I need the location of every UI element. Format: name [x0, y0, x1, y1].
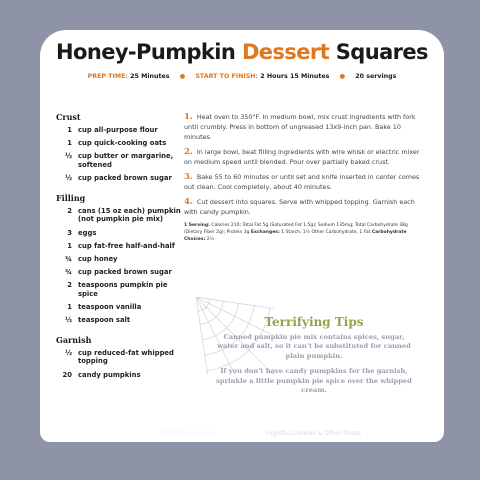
ingredient-text: cup all-purpose flour [78, 126, 158, 134]
ingredient-qty: ½ [64, 152, 72, 161]
direction-step [184, 147, 424, 167]
footer-separator: ● [220, 430, 226, 437]
ingredient-row [56, 255, 181, 264]
step-number: 1. [184, 112, 193, 122]
ingredient-row [56, 207, 181, 224]
filling-list [56, 207, 181, 325]
step-text: Bake 55 to 60 minutes or until set and knife inserted in center comes out clean. Cool completely, about 40 minutes. [184, 173, 420, 191]
ingredient-text: cup quick-cooking oats [78, 139, 167, 148]
recipe-title [40, 40, 444, 64]
ingredient-text: teaspoon vanilla [78, 303, 142, 312]
ingredient-text: eggs [78, 228, 97, 237]
ingredient-qty: ¾ [64, 268, 72, 277]
tips-box [216, 315, 412, 401]
nutrition-exchanges-label: Exchanges: [250, 230, 280, 235]
ingredient-qty: ½ [64, 316, 72, 325]
footer-brand: BettyCrocker.com [160, 430, 215, 437]
nutrition-choices-text: 2½ [206, 237, 215, 242]
ingredient-text: cup reduced-fat whipped topping [78, 348, 174, 366]
step-text: Cut dessert into squares. Serve with whipped topping. Garnish each with candy pumpkin. [184, 198, 415, 216]
ingredient-text: cup packed brown sugar [78, 174, 172, 183]
direction-step [184, 172, 424, 192]
ingredient-qty: 2 [67, 206, 72, 215]
meta-separator: ● [339, 73, 346, 80]
title-accent: Dessert [241, 40, 330, 64]
ingredient-qty: 1 [67, 303, 72, 312]
ingredient-qty: 1 [67, 126, 72, 134]
ingredient-text: cup fat-free half-and-half [78, 241, 175, 250]
ingredient-text: cup packed brown sugar [78, 268, 172, 277]
ingredient-text: cans (15 oz each) pumpkin (not pumpkin pie mix) [78, 206, 181, 224]
direction-step [184, 197, 424, 217]
nutrition-serving-text: Calories 210; Total Fat 5g (Saturated Fat 1.5g); Sodium 135mg; Total Carbohydrate 38g (Dietary Fiber 2g); Protein 3g [184, 223, 408, 235]
ingredient-qty: ½ [64, 348, 72, 357]
step-text: Heat oven to 350°F. In medium bowl, mix crust ingredients with fork until crumbly. Press in bottom of ungreased 13x9-inch pan. Bake 10 minutes. [184, 113, 416, 141]
ingredient-row [56, 349, 181, 366]
ingredient-row [56, 281, 181, 298]
ingredient-text: cup honey [78, 254, 118, 263]
prep-label: PREP TIME: [87, 73, 128, 80]
title-part2: Squares [329, 40, 428, 64]
garnish-list [56, 349, 181, 379]
ingredient-row [56, 371, 181, 380]
ingredients-column [56, 112, 181, 384]
ingredient-row [56, 229, 181, 238]
step-number: 4. [184, 197, 193, 207]
finish-label: START TO FINISH: [195, 73, 259, 80]
nutrition-info [184, 222, 424, 243]
footer-separator: ● [254, 430, 260, 437]
ingredient-text: cup butter or margarine, softened [78, 152, 174, 169]
tips-heading: Terrifying Tips [264, 315, 364, 329]
ingredient-row [56, 139, 181, 148]
nutrition-choices-label: Carbohydrate Choices: [184, 230, 407, 242]
ingredient-row [56, 242, 181, 251]
ingredient-row [56, 174, 181, 183]
nutrition-exchanges-text: 1 Starch, 1½ Other Carbohydrate, 1 Fat [281, 230, 371, 235]
ingredient-qty: 2 [67, 281, 72, 290]
ingredient-row [56, 126, 181, 135]
ingredient-text: teaspoons pumpkin pie spice [78, 281, 168, 298]
title-part1: Honey-Pumpkin [56, 40, 242, 64]
crust-list [56, 126, 181, 183]
direction-step [184, 112, 424, 142]
ingredient-qty: ½ [64, 174, 72, 183]
page-number: 176 [231, 427, 249, 437]
step-number: 2. [184, 147, 193, 157]
ingredient-qty: 3 [67, 228, 72, 237]
prep-value: 25 Minutes [130, 73, 170, 80]
ingredient-qty: 20 [62, 370, 72, 379]
ingredient-text: teaspoon salt [78, 316, 131, 325]
filling-heading: Filling [56, 192, 86, 203]
ingredient-row [56, 152, 181, 169]
ingredient-qty: 1 [67, 241, 72, 250]
step-number: 3. [184, 172, 193, 182]
crust-heading: Crust [56, 112, 81, 122]
recipe-card [40, 30, 444, 442]
directions-column [184, 112, 424, 243]
ingredient-row [56, 316, 181, 325]
ingredient-qty: ¾ [64, 254, 72, 263]
step-text: In large bowl, beat filling ingredients with wire whisk or electric mixer on medium speed until blended. Pour over partially baked crust. [184, 148, 420, 166]
finish-value: 2 Hours 15 Minutes [260, 73, 330, 80]
tip-text: Canned pumpkin pie mix contains spices, sugar, water and salt, so it can't be substituted for canned plain pumpkin. [217, 333, 411, 360]
ingredient-qty: 1 [67, 139, 72, 148]
ingredient-row [56, 268, 181, 277]
ingredient-row [56, 303, 181, 312]
book-title: Frightful Cookies & Other Treats [265, 430, 361, 437]
tip-text: If you don't have candy pumpkins for the garnish, sprinkle a little pumpkin pie spice over the whipped cream. [216, 367, 412, 395]
servings: 20 servings [355, 73, 397, 80]
ingredient-text: candy pumpkins [78, 370, 141, 379]
meta-separator: ● [179, 73, 186, 80]
nutrition-serving-label: 1 Serving: [184, 223, 210, 228]
recipe-meta [40, 73, 444, 80]
page-footer [160, 427, 361, 437]
garnish-heading: Garnish [56, 334, 92, 345]
